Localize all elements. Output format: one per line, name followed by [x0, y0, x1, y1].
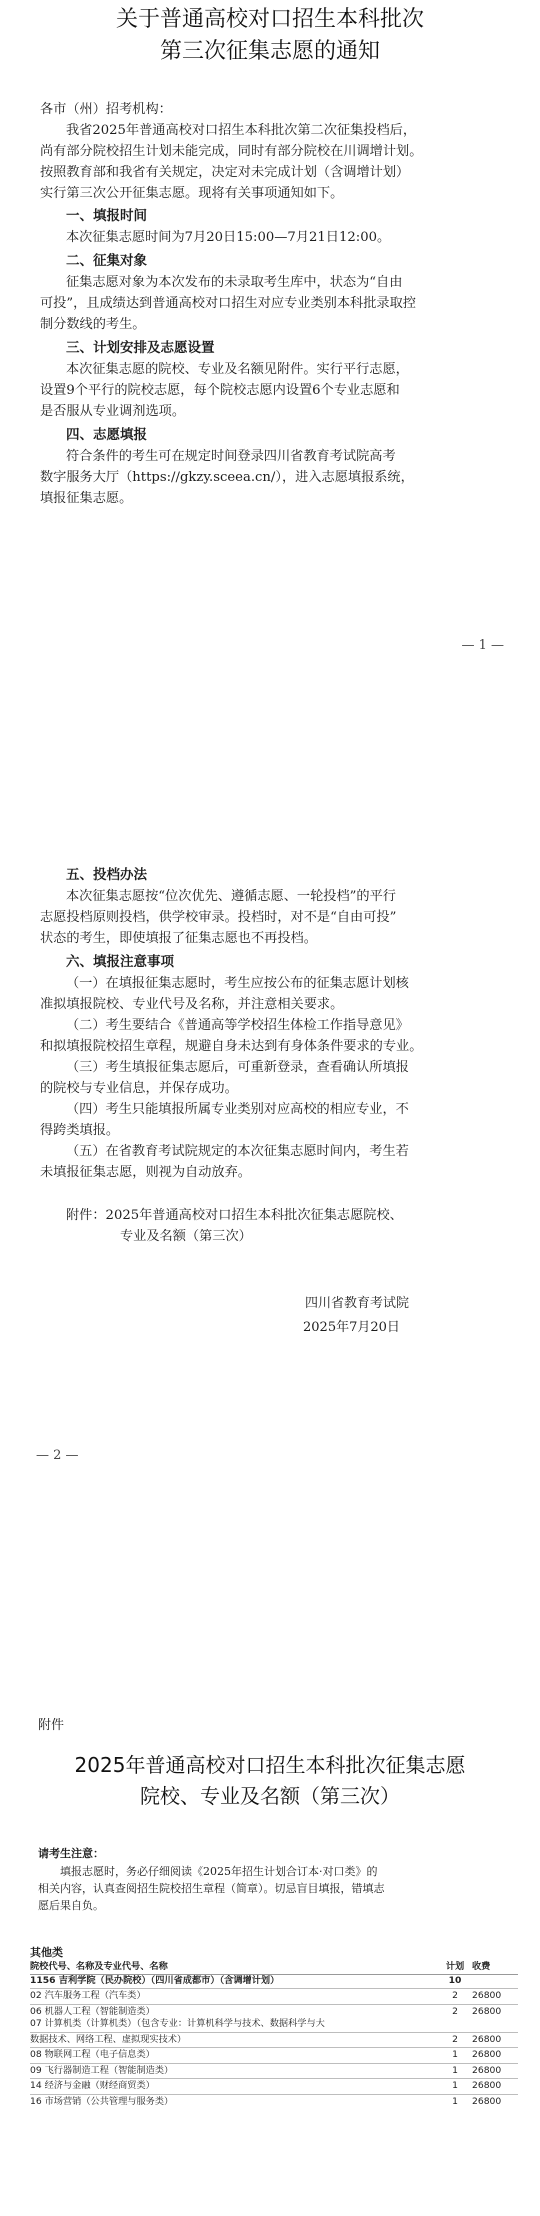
section-6-line: 未填报征集志愿，则视为自动放弃。 [40, 1165, 251, 1180]
cell-fee: 26800 [472, 2080, 502, 2091]
attachment-label: 附件 [38, 1718, 65, 1733]
row-divider [30, 2078, 518, 2079]
table-row [30, 2034, 518, 2047]
notice-line: 愿后果自负。 [38, 1899, 104, 1912]
cell-fee: 26800 [472, 1990, 502, 2001]
section-6-line: 得跨类填报。 [40, 1123, 120, 1138]
section-3-line: 本次征集志愿的院校、专业及名额见附件。实行平行志愿， [66, 362, 409, 377]
quota-table [30, 1961, 518, 2108]
issue-date: 2025年7月20日 [303, 1320, 400, 1335]
cell-name: 06 机器人工程（智能制造类） [30, 2005, 155, 2017]
row-divider [30, 2063, 518, 2064]
intro-line: 按照教育部和我省有关规定，决定对未完成计划（含调增计划） [40, 165, 410, 180]
table-row [30, 2049, 518, 2062]
page-number: — 2 — [36, 1448, 79, 1463]
cell-plan: 1 [452, 2095, 458, 2107]
cell-fee: 26800 [472, 2049, 502, 2060]
section-4-line: 填报征集志愿。 [40, 491, 133, 506]
table-row [30, 2065, 518, 2078]
header-name: 院校代号、名称及专业代号、名称 [30, 1961, 168, 1972]
cell-fee [472, 2018, 518, 2031]
section-heading-6: 六、填报注意事项 [66, 954, 174, 970]
cell-plan: 2 [452, 2005, 458, 2017]
notice-title-line-1: 关于普通高校对口招生本科批次 [115, 7, 424, 32]
section-6-line: （二）考生要结合《普通高等学校招生体检工作指导意见》 [66, 1018, 409, 1033]
section-6-line: 和拟填报院校招生章程，规避自身未达到有身体条件要求的专业。 [40, 1039, 423, 1054]
salutation: 各市（州）招考机构： [40, 102, 172, 117]
cell-fee: 26800 [472, 2005, 502, 2017]
row-divider [30, 2032, 518, 2033]
section-4-line: 符合条件的考生可在规定时间登录四川省教育考试院高考 [66, 449, 396, 464]
row-divider [30, 2047, 518, 2048]
notice-line: 相关内容，认真查阅招生院校招生章程（简章）。切忌盲目填报，错填志 [38, 1882, 385, 1895]
category-heading: 其他类 [30, 1946, 63, 1959]
section-heading-4: 四、志愿填报 [66, 427, 147, 443]
section-2-line: 可投”，且成绩达到普通高校对口招生对应专业类别本科批录取控 [40, 296, 416, 311]
table-row [30, 2006, 518, 2019]
notice-title-line-2: 第三次征集志愿的通知 [159, 39, 380, 64]
table-row [30, 1975, 518, 1988]
cell-plan: 1 [452, 2049, 458, 2060]
section-5-line: 本次征集志愿按“位次优先、遵循志愿、一轮投档”的平行 [66, 889, 396, 904]
cell-fee: 26800 [472, 2095, 502, 2107]
notice-line: 填报志愿时，务必仔细阅读《2025年招生计划合订本·对口类》的 [60, 1865, 378, 1878]
cell-name: 1156 吉利学院（民办院校）（四川省成都市）（含调增计划） [30, 1974, 280, 1986]
table-row [30, 2096, 518, 2109]
cell-plan: 10 [448, 1974, 462, 1986]
attachment-line: 专业及名额（第三次） [120, 1229, 252, 1244]
cell-fee: 26800 [472, 2064, 502, 2076]
attachment-title-line-1: 2025年普通高校对口招生本科批次征集志愿 [74, 1753, 466, 1777]
row-divider [30, 1988, 518, 1989]
section-6-line: 准拟填报院校、专业代号及名称，并注意相关要求。 [40, 997, 344, 1012]
section-heading-1: 一、填报时间 [66, 208, 147, 224]
section-2-line: 制分数线的考生。 [40, 317, 146, 332]
cell-name: 数据技术、网络工程、虚拟现实技术） [30, 2033, 187, 2045]
row-divider [30, 2094, 518, 2095]
intro-line: 实行第三次公开征集志愿。现将有关事项通知如下。 [40, 186, 344, 201]
cell-name: 08 物联网工程（电子信息类） [30, 2049, 155, 2060]
table-row [30, 1990, 518, 2003]
section-6-line: （三）考生填报征集志愿后，可重新登录，查看确认所填报 [66, 1060, 409, 1075]
section-6-line: （五）在省教育考试院规定的本次征集志愿时间内，考生若 [66, 1144, 409, 1159]
cell-name: 16 市场营销（公共管理与服务类） [30, 2095, 174, 2107]
issuer-name: 四川省教育考试院 [305, 1296, 410, 1311]
cell-plan: 2 [452, 1990, 458, 2001]
table-row [30, 2080, 518, 2093]
section-heading-2: 二、征集对象 [66, 253, 147, 269]
section-1-body: 本次征集志愿时间为7月20日15:00—7月21日12:00。 [66, 230, 391, 245]
section-6-line: 的院校与专业信息，并保存成功。 [40, 1081, 238, 1096]
cell-plan: 2 [452, 2033, 458, 2045]
intro-line: 尚有部分院校招生计划未能完成，同时有部分院校在川调增计划。 [40, 144, 423, 159]
section-5-line: 状态的考生，即使填报了征集志愿也不再投档。 [40, 931, 317, 946]
cell-name: 02 汽车服务工程（汽车类） [30, 1990, 146, 2001]
section-2-line: 征集志愿对象为本次发布的未录取考生库中，状态为“自由 [66, 275, 403, 290]
attachment-line: 附件：2025年普通高校对口招生本科批次征集志愿院校、 [66, 1208, 403, 1223]
row-divider [30, 2004, 518, 2005]
notice-heading: 请考生注意： [38, 1847, 104, 1860]
cell-plan: 1 [452, 2064, 458, 2076]
cell-name: 07 计算机类（计算机类）（包含专业：计算机科学与技术、数据科学与大 [30, 2018, 325, 2029]
table-body [30, 1975, 518, 2109]
section-heading-5: 五、投档办法 [66, 867, 147, 883]
section-3-line: 设置9个平行的院校志愿，每个院校志愿内设置6个专业志愿和 [40, 383, 400, 398]
cell-plan [438, 2018, 472, 2031]
table-header-row [30, 1961, 518, 1975]
attachment-title-line-2: 院校、专业及名额（第三次） [140, 1784, 400, 1808]
section-heading-3: 三、计划安排及志愿设置 [66, 340, 215, 356]
section-3-line: 是否服从专业调剂选项。 [40, 404, 186, 419]
cell-plan: 1 [452, 2080, 458, 2091]
header-fee: 收费 [472, 1961, 491, 1972]
section-6-line: （四）考生只能填报所属专业类别对应高校的相应专业，不 [66, 1102, 409, 1117]
cell-fee: 26800 [472, 2033, 502, 2045]
page-number: — 1 — [461, 638, 504, 653]
cell-name: 09 飞行器制造工程（智能制造类） [30, 2064, 174, 2076]
intro-line: 我省2025年普通高校对口招生本科批次第二次征集投档后， [66, 123, 417, 138]
table-row [30, 2018, 518, 2031]
section-6-line: （一）在填报征集志愿时，考生应按公布的征集志愿计划核 [66, 976, 409, 991]
section-4-line: 数字服务大厅（https://gkzy.sceea.cn/），进入志愿填报系统， [40, 470, 414, 485]
header-plan: 计划 [445, 1961, 465, 1972]
cell-fee [472, 1975, 518, 1988]
cell-name: 14 经济与金融（财经商贸类） [30, 2080, 155, 2091]
section-5-line: 志愿投档原则投档，供学校审录。投档时，对不是“自由可投” [40, 910, 397, 925]
